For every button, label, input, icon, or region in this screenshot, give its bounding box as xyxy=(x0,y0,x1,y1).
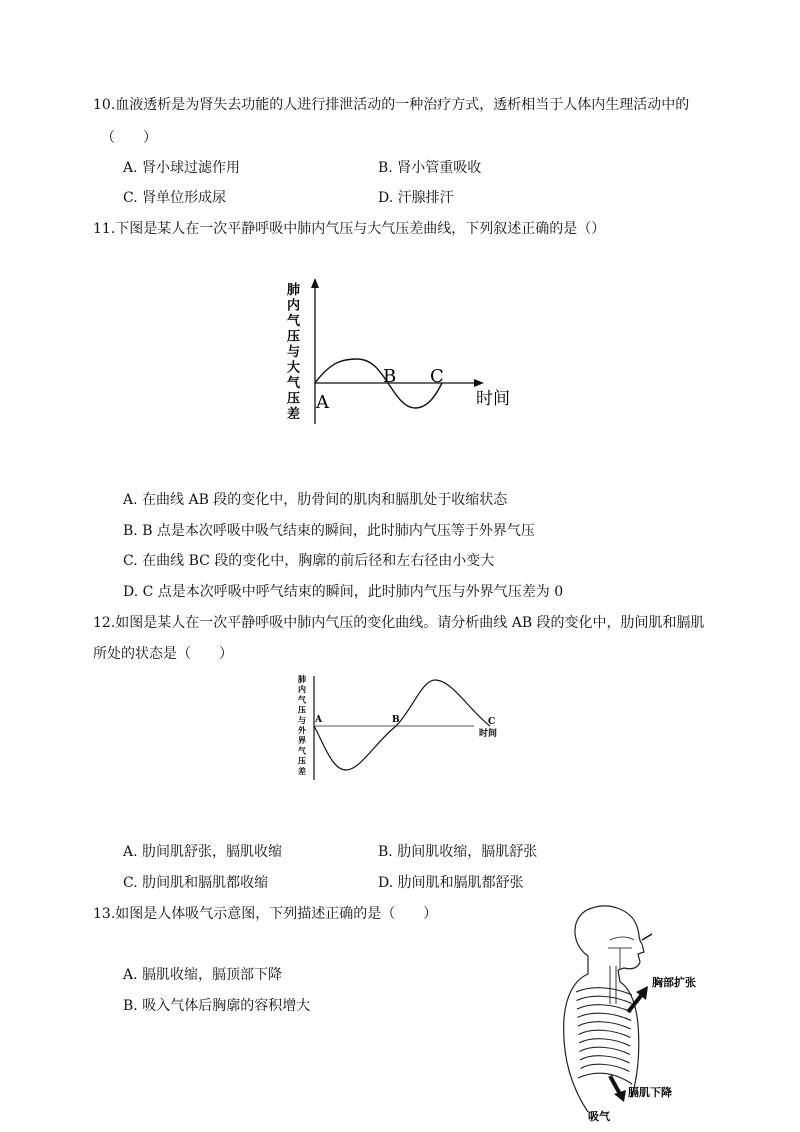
rib xyxy=(580,1056,630,1063)
q12-pressure-curve xyxy=(314,680,490,770)
q11-option-d: D. C 点是本次呼吸中呼气结束的瞬间，此时肺内气压与外界气压差为 0 xyxy=(123,584,564,600)
q10-blank: （ ） xyxy=(101,130,157,146)
q10-option-b: B. 肾小管重吸收 xyxy=(378,160,482,176)
q12-y-label-char: 差 xyxy=(298,765,306,776)
q11-option-b: B. B 点是本次呼吸中吸气结束的瞬间，此时肺内气压等于外界气压 xyxy=(123,523,535,539)
q11-x-axis-label: 时间 xyxy=(476,389,510,409)
rib xyxy=(578,1022,631,1029)
q11-y-label-char: 气 xyxy=(287,314,301,329)
q12-y-label-char: 压 xyxy=(298,704,306,715)
rib xyxy=(576,988,632,995)
q12-y-label-char: 界 xyxy=(298,735,306,746)
front-outline xyxy=(618,970,639,1096)
q10-option-d: D. 汗腺排汗 xyxy=(378,190,454,206)
label-diaphragm-down: 膈肌下降 xyxy=(628,1086,672,1099)
q11-y-axis-arrow xyxy=(311,278,319,288)
airway-lines xyxy=(608,937,634,970)
rib-cage xyxy=(576,988,632,1072)
q11-y-label-char: 差 xyxy=(287,407,301,422)
q11-option-c: C. 在曲线 BC 段的变化中，胸廓的前后径和左右径由小变大 xyxy=(123,553,495,569)
q10-option-c: C. 肾单位形成尿 xyxy=(123,190,227,206)
q12-x-axis-label: 时间 xyxy=(479,729,498,739)
rib xyxy=(577,996,632,1003)
q11-y-label-char: 与 xyxy=(287,345,301,360)
q11-point-c: C xyxy=(430,366,444,387)
back-outline xyxy=(564,956,588,1112)
q12-option-a: A. 肋间肌舒张，膈肌收缩 xyxy=(123,844,283,860)
q12-point-c: C xyxy=(488,717,496,727)
q12-point-b: B xyxy=(392,715,400,725)
q11-option-a: A. 在曲线 AB 段的变化中，肋骨间的肌肉和膈肌处于收缩状态 xyxy=(123,492,508,508)
q11-pressure-curve-figure xyxy=(280,272,530,432)
label-chest-expand: 胸部扩张 xyxy=(652,976,696,989)
q12-y-label-char: 内 xyxy=(298,684,306,695)
q12-stem-line1: 12.如图是某人在一次平静呼吸中肺内气压的变化曲线。请分析曲线 AB 段的变化中，肋间肌和膈肌 xyxy=(93,615,705,631)
q11-point-b: B xyxy=(383,366,397,387)
head-outline xyxy=(575,906,644,970)
q13-inhalation-diagram xyxy=(548,900,708,1125)
q11-y-label-char: 内 xyxy=(287,298,301,314)
nose-arrow xyxy=(642,934,652,940)
q12-stem-line2: 所处的状态是（ ） xyxy=(93,646,233,662)
q12-option-b: B. 肋间肌收缩，膈肌舒张 xyxy=(378,844,538,860)
q12-y-label-char: 外 xyxy=(298,725,306,735)
q11-x-axis-arrow xyxy=(474,379,484,387)
diagram-caption: 吸气 xyxy=(588,1110,610,1123)
q11-y-axis-label xyxy=(287,282,301,422)
q11-stem: 11.下图是某人在一次平静呼吸中肺内气压与大气压差曲线，下列叙述正确的是（） xyxy=(93,221,606,237)
q12-y-label-char: 与 xyxy=(298,714,306,725)
rib xyxy=(579,1039,630,1046)
q10-stem: 10.血液透析是为肾失去功能的人进行排泄活动的一种治疗方式，透析相当于人体内生理活动中的 xyxy=(93,97,690,113)
q11-y-label-char: 肺 xyxy=(287,283,301,298)
q12-y-axis-label xyxy=(298,674,307,776)
q12-y-label-char: 气 xyxy=(298,745,306,756)
q12-option-c: C. 肋间肌和膈肌都收缩 xyxy=(123,875,269,891)
q13-option-b: B. 吸入气体后胸廓的容积增大 xyxy=(123,998,311,1014)
q12-option-d: D. 肋间肌和膈肌都舒张 xyxy=(378,875,524,891)
q10-option-a: A. 肾小球过滤作用 xyxy=(123,160,241,176)
q12-point-a: A xyxy=(315,715,322,725)
q13-option-a: A. 膈肌收缩，膈顶部下降 xyxy=(123,967,283,983)
q11-y-label-char: 大 xyxy=(287,360,301,376)
q12-y-label-char: 压 xyxy=(298,755,306,766)
q13-stem: 13.如图是人体吸气示意图，下列描述正确的是（ ） xyxy=(93,906,438,922)
diaphragm-arrow xyxy=(610,1076,620,1094)
q12-y-label-char: 肺 xyxy=(298,674,306,684)
rib xyxy=(581,1064,630,1071)
rib xyxy=(577,1005,631,1012)
q11-y-label-char: 压 xyxy=(287,329,301,345)
q11-point-a: A xyxy=(316,392,329,413)
q11-y-label-char: 压 xyxy=(287,391,301,407)
rib xyxy=(578,1013,632,1020)
diaphragm xyxy=(578,1073,632,1084)
q11-y-label-char: 气 xyxy=(287,376,301,391)
q12-pressure-curve-figure xyxy=(294,672,514,784)
rib xyxy=(580,1047,630,1054)
q12-y-label-char: 气 xyxy=(298,694,306,705)
rib xyxy=(579,1030,631,1037)
